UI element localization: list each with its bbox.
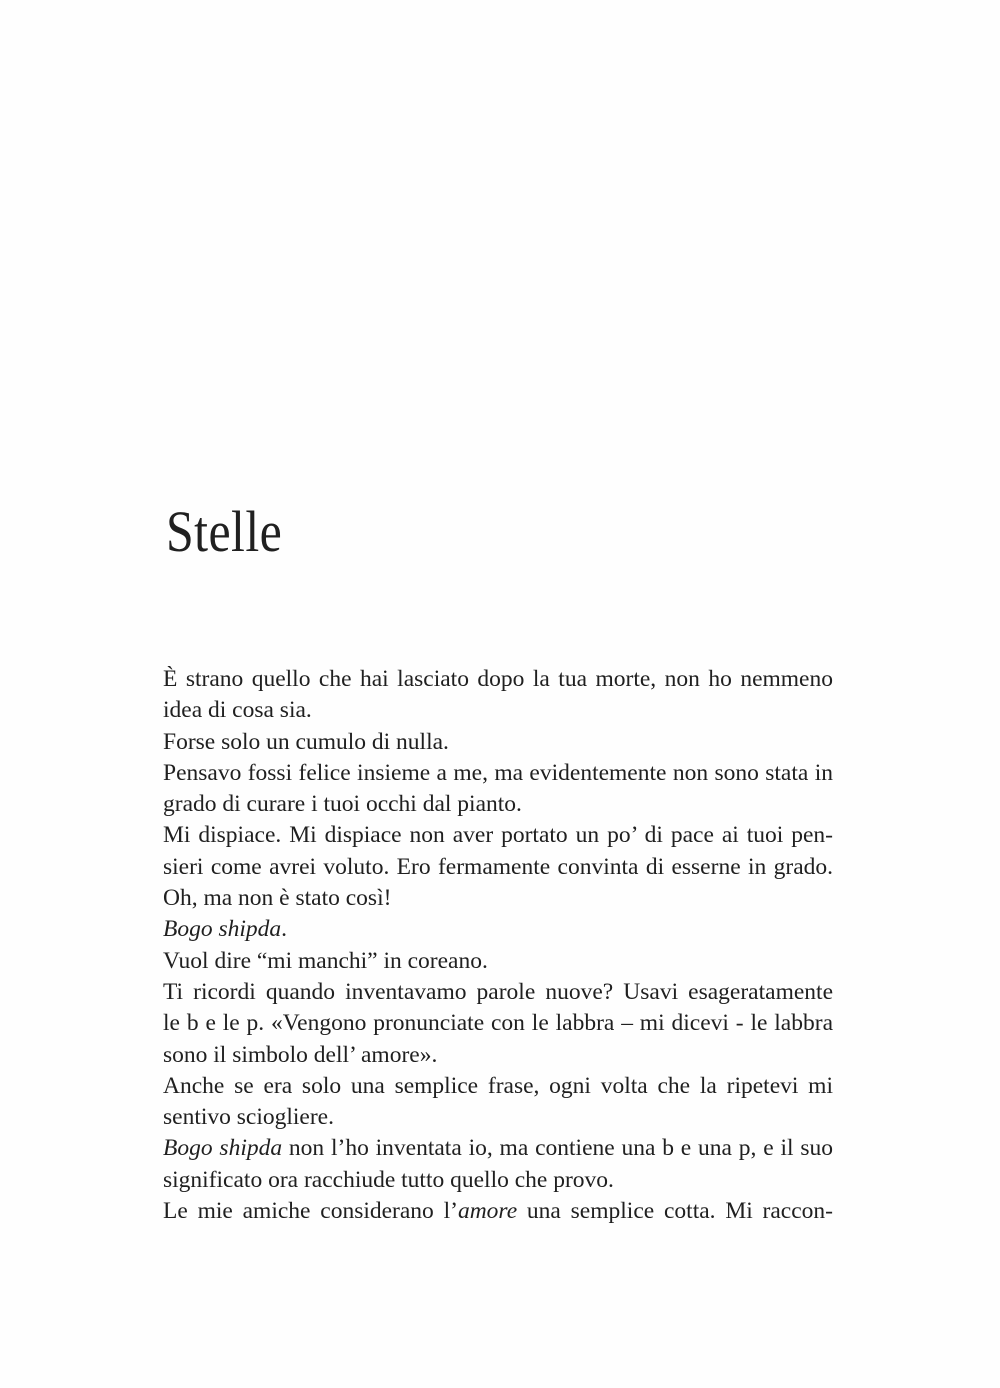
text-line (163, 946, 833, 977)
chapter-body (163, 664, 833, 1227)
italic-text-segment: amore (457, 1198, 518, 1225)
text-segment: Le mie amiche considerano l’ (163, 1198, 458, 1225)
text-segment: una semplice cotta. Mi raccon- (517, 1198, 833, 1225)
text-line (163, 727, 833, 758)
text-segment: Forse solo un cumulo di nulla. (163, 728, 449, 755)
italic-text-segment: Bogo shipda (163, 1135, 283, 1162)
text-segment: sono il simbolo dell’ amore». (163, 1041, 438, 1068)
text-segment: idea di cosa sia. (163, 697, 312, 724)
text-segment: Anche se era solo una semplice frase, ogni volta che la ripetevi mi (163, 1072, 833, 1099)
text-line (163, 852, 833, 883)
text-line (163, 883, 833, 914)
text-segment: sentivo sciogliere. (163, 1104, 334, 1131)
text-segment: . (281, 916, 288, 943)
italic-text-segment: Bogo shipda (163, 916, 282, 943)
chapter-title: Stelle (166, 499, 283, 564)
text-segment: Vuol dire “mi manchi” in coreano. (163, 947, 488, 974)
text-line (163, 758, 833, 789)
text-line (163, 1102, 833, 1133)
text-segment: Pensavo fossi felice insieme a me, ma evidentemente non sono stata in (163, 759, 833, 786)
text-line (163, 1196, 833, 1227)
text-segment: È strano quello che hai lasciato dopo la tua morte, non ho nemmeno (163, 666, 833, 692)
text-line (163, 789, 833, 820)
text-segment: significato ora racchiude tutto quello che provo. (163, 1166, 614, 1193)
text-line (163, 977, 833, 1008)
text-segment: grado di curare i tuoi occhi dal pianto. (163, 791, 522, 818)
text-line (163, 1008, 833, 1039)
text-segment: Mi dispiace. Mi dispiace non aver portato un po’ di pace ai tuoi pen- (163, 822, 833, 849)
text-line (163, 695, 833, 726)
text-line (163, 1165, 833, 1196)
text-line (163, 914, 833, 945)
text-segment: Oh, ma non è stato così! (163, 885, 392, 912)
text-segment: Ti ricordi quando inventavamo parole nuove? Usavi esageratamente (163, 978, 833, 1005)
text-line (163, 664, 833, 695)
text-segment: sieri come avrei voluto. Ero fermamente convinta di esserne in grado. (163, 853, 833, 880)
text-segment: non l’ho inventata io, ma contiene una b e una p, e il suo (282, 1135, 833, 1162)
text-line (163, 1040, 833, 1071)
text-line (163, 1133, 833, 1164)
text-line (163, 1071, 833, 1102)
text-line (163, 820, 833, 851)
text-segment: le b e le p. «Vengono pronunciate con le labbra – mi dicevi - le labbra (163, 1010, 833, 1037)
